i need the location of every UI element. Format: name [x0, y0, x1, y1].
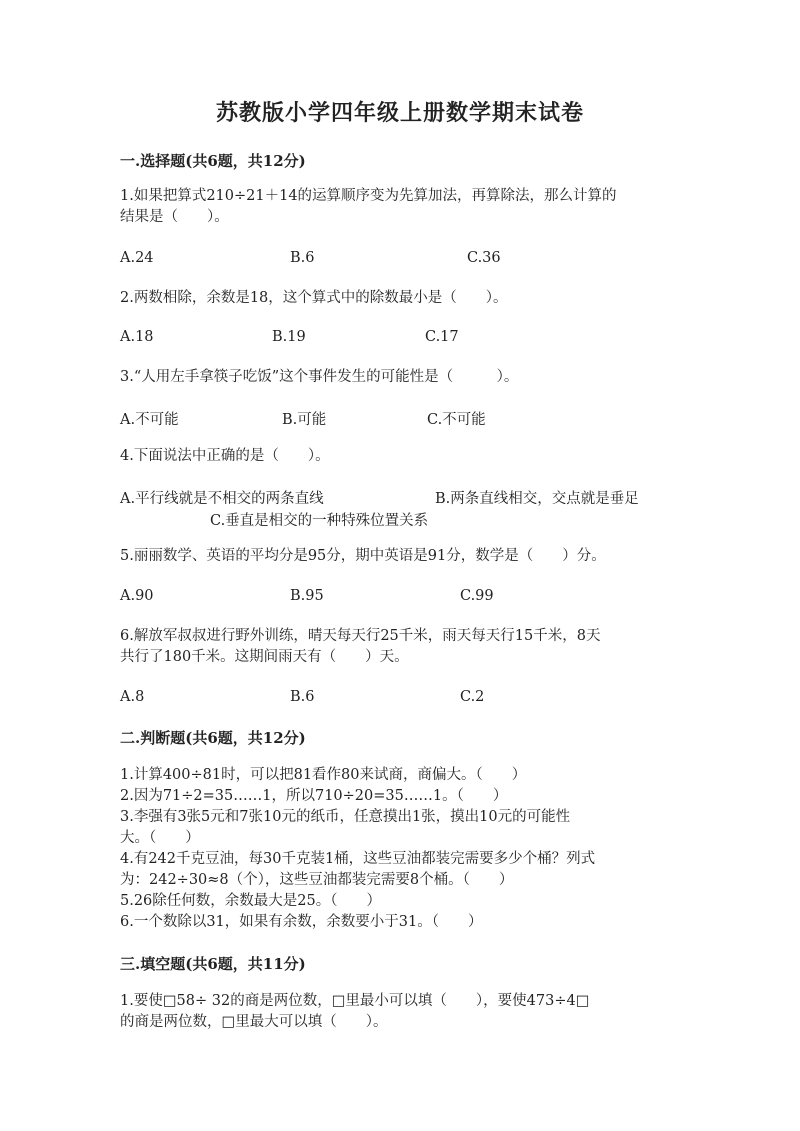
option-a: A.不可能	[120, 412, 179, 428]
fill-question-1	[120, 991, 680, 1033]
question-line: 大。（ ）	[120, 830, 200, 846]
section-heading-choice: 一.选择题(共6题，共12分)	[120, 152, 306, 170]
question-line: 结果是（ ）。	[120, 209, 229, 225]
choice-question-4	[120, 446, 680, 467]
choice-question-5	[120, 546, 680, 567]
option-a: A.24	[120, 250, 154, 266]
option-c: C.17	[425, 329, 459, 345]
question-line: 6.一个数除以31，如果有余数，余数要小于31。（ ）	[120, 914, 483, 930]
choice-question-6	[120, 626, 680, 668]
question-line: 2.两数相除，余数是18，这个算式中的除数最小是（ ）。	[120, 290, 508, 306]
option-b: B.两条直线相交，交点就是垂足	[435, 491, 639, 507]
choice-question-1	[120, 186, 680, 228]
option-b: B.6	[290, 250, 315, 266]
option-c: C.不可能	[427, 412, 486, 428]
question-line: 2.因为71÷2=35……1，所以710÷20=35……1。（ ）	[120, 788, 508, 804]
option-a: A.18	[120, 329, 154, 345]
option-c: C.99	[460, 588, 494, 604]
option-a: A.平行线就是不相交的两条直线	[120, 491, 324, 507]
question-line: 3.“人用左手拿筷子吃饭”这个事件发生的可能性是（ ）。	[120, 369, 519, 385]
section-heading-judge: 二.判断题(共6题，共12分)	[120, 729, 306, 747]
choice-question-2	[120, 288, 680, 309]
judge-questions	[120, 765, 680, 933]
question-line: 为：242÷30≈8（个），这些豆油都装完需要8个桶。（ ）	[120, 872, 514, 888]
question-line: 1.要使□58÷ 32的商是两位数，□里最小可以填（ ），要使473÷4□	[120, 993, 590, 1009]
question-line: 4.有242千克豆油，每30千克装1桶，这些豆油都装完需要多少个桶？列式	[120, 851, 596, 867]
question-line: 的商是两位数，□里最大可以填（ ）。	[120, 1014, 388, 1030]
option-b: B.95	[290, 588, 324, 604]
question-line: 4.下面说法中正确的是（ ）。	[120, 448, 330, 464]
option-c: C.36	[467, 250, 501, 266]
question-line: 1.计算400÷81时，可以把81看作80来试商，商偏大。（ ）	[120, 767, 527, 783]
question-line: 6.解放军叔叔进行野外训练，晴天每天行25千米，雨天每天行15千米，8天	[120, 628, 601, 644]
option-a: A.90	[120, 588, 154, 604]
question-line: 5.丽丽数学、英语的平均分是95分，期中英语是91分，数学是（ ）分。	[120, 548, 606, 564]
choice-question-3	[120, 367, 680, 388]
option-b: B.19	[272, 329, 306, 345]
page-title: 苏教版小学四年级上册数学期末试卷	[215, 100, 584, 126]
question-line: 3.李强有3张5元和7张10元的纸币，任意摸出1张，摸出10元的可能性	[120, 809, 571, 825]
option-b: B.6	[290, 689, 315, 705]
option-b: B.可能	[282, 412, 327, 428]
section-heading-fill: 三.填空题(共6题，共11分)	[120, 955, 306, 973]
question-line: 5.26除任何数，余数最大是25。（ ）	[120, 893, 381, 909]
question-line: 1.如果把算式210÷21＋14的运算顺序变为先算加法，再算除法，那么计算的	[120, 188, 617, 204]
option-c: C.垂直是相交的一种特殊位置关系	[210, 513, 429, 529]
question-line: 共行了180千米。这期间雨天有（ ）天。	[120, 649, 409, 665]
option-c: C.2	[460, 689, 485, 705]
option-a: A.8	[120, 689, 145, 705]
